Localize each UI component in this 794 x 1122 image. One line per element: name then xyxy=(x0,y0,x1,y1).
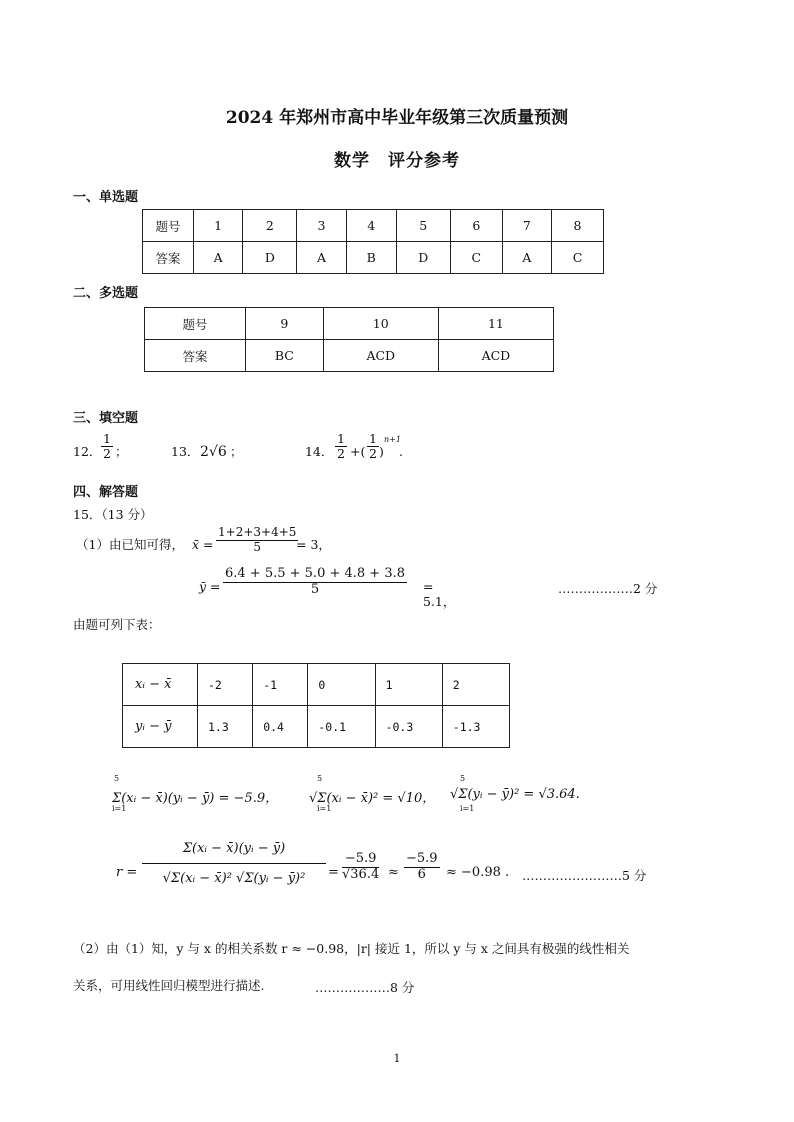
section-heading-multi-choice: 二、多选题 xyxy=(73,286,139,301)
q12-label: 12． xyxy=(73,444,102,459)
q14-exponent: n+1 xyxy=(384,435,401,444)
table-cell: D xyxy=(243,242,297,274)
single-choice-table xyxy=(142,209,604,274)
multi-choice-table xyxy=(144,307,554,372)
table-cell: ACD xyxy=(438,340,553,372)
q14-label: 14． xyxy=(305,444,334,459)
table-cell: A xyxy=(297,242,346,274)
q12-fraction: $\frac{1}{2}$ xyxy=(103,431,111,462)
table-cell: 0 xyxy=(308,664,375,706)
section-heading-solutions: 四、解答题 xyxy=(73,485,139,500)
table-cell: 1 xyxy=(375,664,442,706)
score-marker-2: ………………2 分 xyxy=(558,581,658,596)
row-label-answer: 答案 xyxy=(143,242,194,274)
table-cell: C xyxy=(450,242,502,274)
table-cell: -0.3 xyxy=(375,706,442,748)
table-cell: -2 xyxy=(198,664,253,706)
part2-line1: （2）由（1）知，y 与 x 的相关系数 r ≈ −0.98，|r| 接近 1，所以 y 与 x 之间具有极强的线性相关 xyxy=(73,941,630,956)
section-heading-single-choice: 一、单选题 xyxy=(73,190,139,205)
q15-heading: 15．（13 分） xyxy=(73,507,153,522)
page-subtitle: 数学 评分参考 xyxy=(334,151,460,171)
table-cell: B xyxy=(346,242,396,274)
row-label-answer: 答案 xyxy=(145,340,246,372)
score-marker-5: ……………………5 分 xyxy=(522,868,647,883)
section-heading-fill-blank: 三、填空题 xyxy=(73,411,139,426)
xbar-equation: x̄ = $\frac{1+2+3+4+5}{5}$ = 3， xyxy=(192,525,331,554)
table-cell: ACD xyxy=(323,340,438,372)
sum-xx-equation: √Σ(xᵢ − x̄)² = √10， xyxy=(309,791,436,806)
deviation-table xyxy=(122,663,510,748)
summation-results: 5 i=1 Σ(xᵢ − x̄)(yᵢ − ȳ) = −5.9， 5 i=1 √Σ(xᵢ − x̄)² = √10， 5 i=1 √Σ(yᵢ − ȳ)² = √3.64. xyxy=(112,774,580,813)
score-marker-8: ………………8 分 xyxy=(315,980,415,995)
part2-line2: 关系，可用线性回归模型进行描述. xyxy=(73,978,265,993)
table-cell: -1.3 xyxy=(442,706,509,748)
table-cell: 6 xyxy=(450,210,502,242)
row-label-question: 题号 xyxy=(145,308,246,340)
table-intro: 由题可列下表： xyxy=(73,617,161,632)
q14-fraction-2: $\frac{1}{2}$ xyxy=(369,431,377,462)
q13-label: 13． xyxy=(171,444,200,459)
table-cell: C xyxy=(552,242,604,274)
table-cell: A xyxy=(194,242,243,274)
table-cell: 7 xyxy=(502,210,551,242)
part1-intro: （1）由已知可得， xyxy=(76,537,184,552)
page-title: 2024 年郑州市高中毕业年级第三次质量预测 xyxy=(225,108,569,128)
table-cell: 0.4 xyxy=(253,706,308,748)
correlation-equation: r = $\frac{\text{Σ(xᵢ − x̄)(yᵢ − ȳ)}}{\text{√Σ(xᵢ − x̄)² √Σ(yᵢ − ȳ)²}}$ = $\frac{-5.9}{√36.4}$ ≈ $\frac{-5.9}{6}$ ≈ −0.98 . xyxy=(116,832,636,922)
table-cell: 2 xyxy=(243,210,297,242)
table-cell: 5 xyxy=(396,210,450,242)
table-cell: 3 xyxy=(297,210,346,242)
table-cell: D xyxy=(396,242,450,274)
table-cell: 1.3 xyxy=(198,706,253,748)
table-cell: 1 xyxy=(194,210,243,242)
table-cell: A xyxy=(502,242,551,274)
table-cell: BC xyxy=(246,340,324,372)
row-label-y-dev: yᵢ − ȳ xyxy=(123,706,198,748)
table-cell: 9 xyxy=(246,308,324,340)
table-cell: 2 xyxy=(442,664,509,706)
q13-answer: 2√6 xyxy=(200,444,227,460)
page-number: 1 xyxy=(393,1052,401,1065)
row-label-question: 题号 xyxy=(143,210,194,242)
table-cell: -0.1 xyxy=(308,706,375,748)
ybar-equation: ȳ = $\frac{6.4 + 5.5 + 5.0 + 4.8 + 3.8}{5}$ = 5.1， xyxy=(199,566,456,609)
q14-fraction-1: $\frac{1}{2}$ xyxy=(337,431,345,462)
sum-yy-equation: √Σ(yᵢ − ȳ)² = √3.64. xyxy=(450,787,580,802)
table-cell: -1 xyxy=(253,664,308,706)
table-cell: 8 xyxy=(552,210,604,242)
table-cell: 11 xyxy=(438,308,553,340)
table-cell: 10 xyxy=(323,308,438,340)
table-cell: 4 xyxy=(346,210,396,242)
fill-blank-answers: 12． $\frac{1}{2}$ ； 13． 2√6 ； 14． $\frac{1}{2}$ +( $\frac{1}{2}$ ) n+1 . xyxy=(73,431,403,462)
sum-xy-equation: Σ(xᵢ − x̄)(yᵢ − ȳ) = −5.9， xyxy=(112,791,279,806)
row-label-x-dev: xᵢ − x̄ xyxy=(123,664,198,706)
